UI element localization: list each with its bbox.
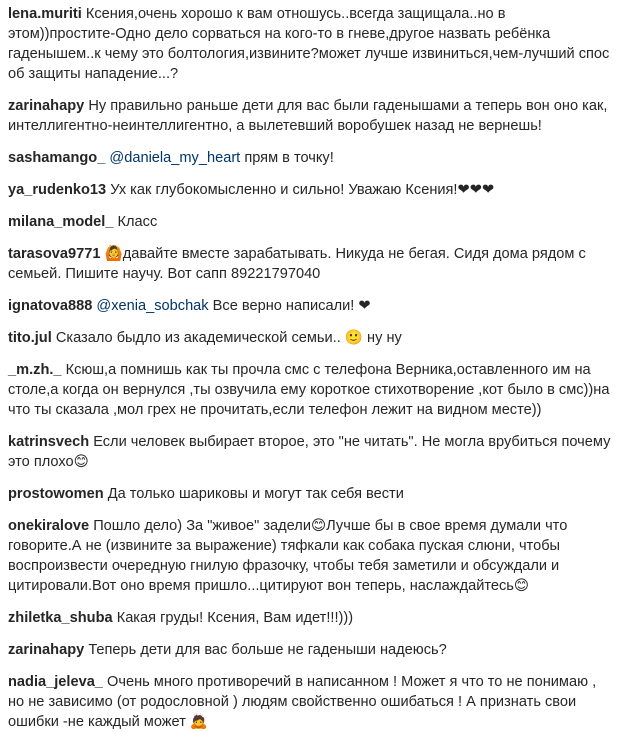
comment-username[interactable]: tarasova9771: [8, 246, 101, 262]
comment-username[interactable]: _m.zh._: [8, 362, 62, 378]
comment-username[interactable]: onekiralove: [8, 518, 90, 534]
mention-link[interactable]: @xenia_sobchak: [96, 298, 209, 314]
comment-text: прям в точку!: [244, 150, 334, 166]
comment-text: Какая груды! Ксения, Вам идет!!!))): [116, 610, 354, 626]
comment-username[interactable]: ya_rudenko13: [8, 182, 107, 198]
comment: [8, 640, 614, 660]
comment: [8, 244, 614, 284]
comment: [8, 180, 614, 200]
comment-username[interactable]: lena.muriti: [8, 6, 82, 22]
comment-username[interactable]: prostowomen: [8, 486, 104, 502]
comment-text: Пошло дело) За "живое" задели😊Лучше бы в свое время думали что говорите.А не (извините за выражение) тяфкали как собака пуская слюни, чтобы воспроизвести очередную гнилую фразочку, чтобы тебя заметили и обсуждали и цитировали.Вот оно время пришло...цитируют вон теперь, наслаждайтесь😊: [8, 518, 568, 594]
comment: [8, 96, 614, 136]
comment-text: Теперь дети для вас больше не гаденыши надеюсь?: [88, 642, 447, 658]
comment-text: Ну правильно раньше дети для вас были гаденышами а теперь вон оно как, интеллигентно-неинтеллигентно, а вылетевший воробушек назад не вернешь!: [8, 98, 608, 134]
comment: [8, 484, 614, 504]
comment: [8, 432, 614, 472]
comment: [8, 608, 614, 628]
comment-text: Ксюш,а помнишь как ты прочла смс с телефона Верника,оставленного им на столе,а когда он вернулся ,ты озвучила ему короткое стихотворение ,кот было в смс))на что ты сказала ,мол грех не прочитать,если телефон лежит на видном месте)): [8, 362, 610, 418]
comment-text: Ух как глубокомысленно и сильно! Уважаю Ксения!❤❤❤: [110, 182, 495, 198]
comment-username[interactable]: zarinahapy: [8, 98, 85, 114]
comment-username[interactable]: zarinahapy: [8, 642, 85, 658]
comment-username[interactable]: ignatova888: [8, 298, 93, 314]
comment-text: Все верно написали! ❤: [212, 298, 371, 314]
comment: [8, 328, 614, 348]
comment: [8, 148, 614, 168]
comment-text: Очень много противоречий в написанном ! Может я что то не понимаю , но не зависимо (от родословной ) людям свойственно ошибаться ! А признать свои ошибки -не каждый может 🙇: [8, 674, 597, 730]
comment-username[interactable]: katrinsvech: [8, 434, 90, 450]
comment: [8, 360, 614, 420]
comment-text: Если человек выбирает второе, это "не читать". Не могла врубиться почему это плохо😊: [8, 434, 611, 470]
comment: [8, 672, 614, 732]
comment-text: Да только шариковы и могут так себя вести: [107, 486, 404, 502]
comment-text: Сказало быдло из академической семьи.. 🙂 ну ну: [55, 330, 402, 346]
comment-text: Ксения,очень хорошо к вам отношусь..всегда защищала..но в этом))простите-Одно дело сорваться на кого-то в гневе,другое назвать ребёнка гаденышем..к чему это болтология,извините?может лучше извиниться,чем-лучший спос об защиты нападение...?: [8, 6, 610, 82]
comment-text: Класс: [117, 214, 158, 230]
comment: [8, 516, 614, 596]
comment-username[interactable]: sashamango_: [8, 150, 106, 166]
comment: [8, 4, 614, 84]
comment-username[interactable]: milana_model_: [8, 214, 114, 230]
mention-link[interactable]: @daniela_my_heart: [109, 150, 241, 166]
comment-username[interactable]: zhiletka_shuba: [8, 610, 113, 626]
comment: [8, 212, 614, 232]
comment-username[interactable]: nadia_jeleva_: [8, 674, 103, 690]
comment-text: 🙆давайте вместе зарабатывать. Никуда не бегая. Сидя дома рядом с семьей. Пишите научу. Вот сапп 89221797040: [8, 246, 586, 282]
comment: [8, 296, 614, 316]
comment-username[interactable]: tito.jul: [8, 330, 52, 346]
